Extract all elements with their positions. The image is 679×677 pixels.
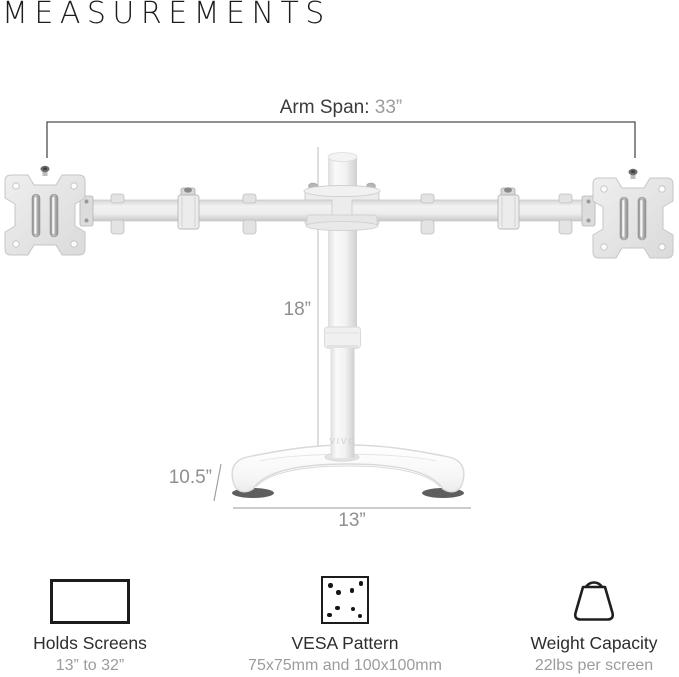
arm-joint-bracket xyxy=(498,187,519,229)
vesa-plate-left xyxy=(5,175,85,255)
monitor-outline-icon xyxy=(50,579,130,624)
vesa-plate-right xyxy=(593,178,673,258)
page-title: MEASUREMENTS xyxy=(2,0,331,31)
pole-adjustment-collar xyxy=(325,327,361,348)
feature-subtitle: 22lbs per screen xyxy=(534,657,654,674)
depth-dimension-value: 10.5” xyxy=(168,467,212,488)
right-arm xyxy=(352,196,595,226)
arm-joint-bracket xyxy=(178,187,199,229)
width-dimension-value: 13” xyxy=(338,510,366,531)
features-row xyxy=(0,570,679,677)
arm-span-value: 33” xyxy=(374,97,403,118)
feature-holds-screens xyxy=(5,570,175,675)
depth-dimension-line xyxy=(214,464,221,501)
feature-weight-capacity xyxy=(474,570,679,675)
feature-subtitle: 13” to 32” xyxy=(55,657,125,674)
weight-bag-icon xyxy=(566,570,622,624)
height-dimension-value: 18” xyxy=(283,299,311,320)
plate-screw-right xyxy=(629,169,638,179)
brand-label: VIVO xyxy=(329,437,357,446)
arm-span-label: Arm Span: xyxy=(279,97,370,118)
feature-icon-wrap xyxy=(235,570,455,624)
vesa-pattern-icon xyxy=(321,576,369,624)
feature-icon-wrap xyxy=(5,570,175,624)
feature-title: Holds Screens xyxy=(33,633,147,653)
feature-subtitle: 75x75mm and 100x100mm xyxy=(248,657,442,674)
feature-vesa-pattern xyxy=(235,570,455,675)
feature-icon-wrap xyxy=(474,570,679,624)
arm-span-dimension xyxy=(191,97,491,119)
feature-title: VESA Pattern xyxy=(291,633,399,653)
feature-title: Weight Capacity xyxy=(530,633,658,653)
plate-screw-left xyxy=(41,166,50,176)
